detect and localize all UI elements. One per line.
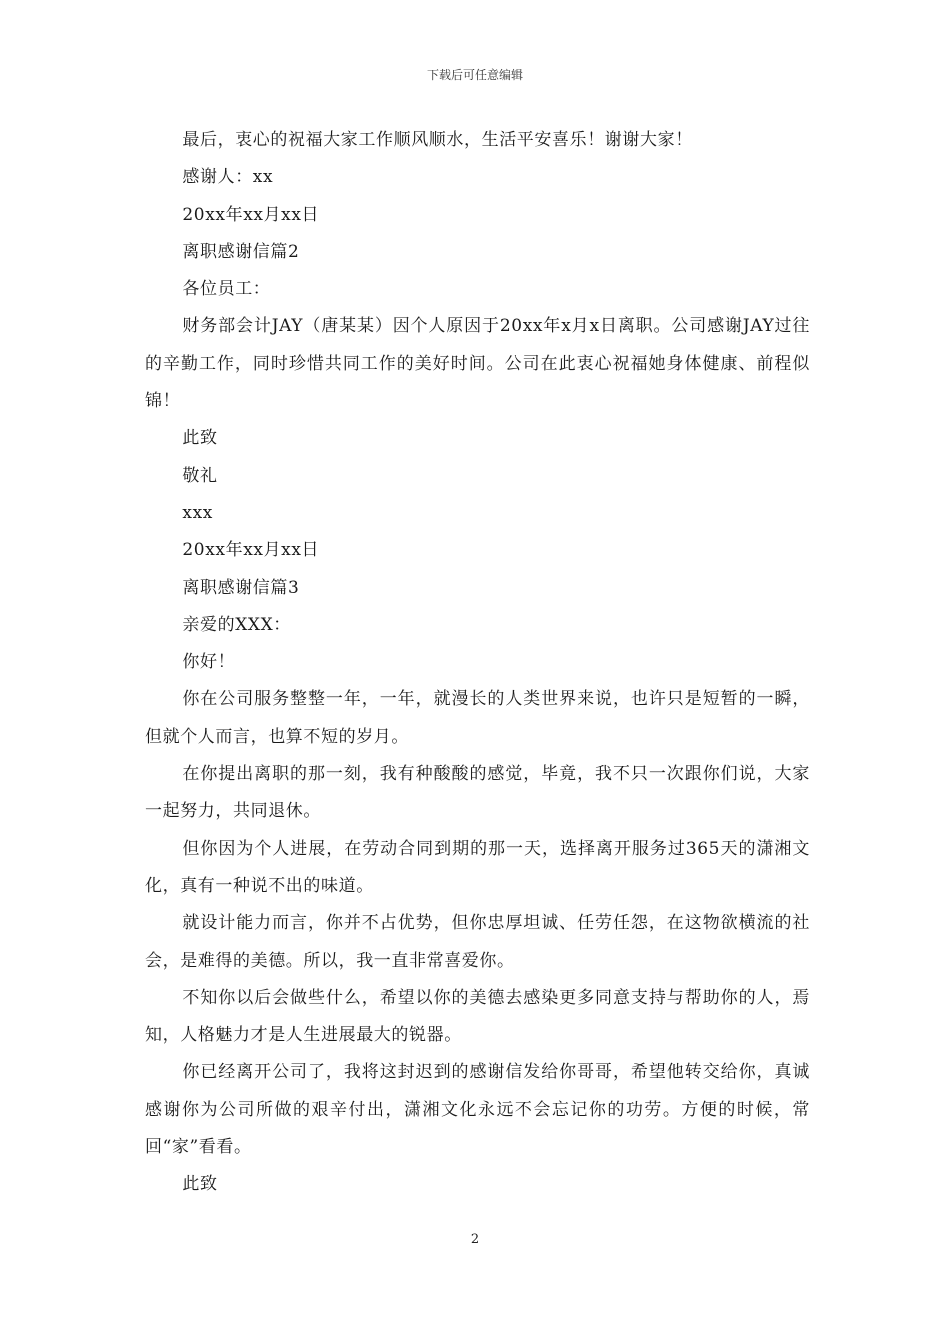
paragraph: 财务部会计JAY（唐某某）因个人原因于20xx年x月x日离职。公司感谢JAY过往的辛勤工作，同时珍惜共同工作的美好时间。公司在此衷心祝福她身体健康、前程似锦！	[145, 316, 810, 412]
paragraph: 此致	[182, 428, 218, 449]
paragraph: 最后，衷心的祝福大家工作顺风顺水，生活平安喜乐！谢谢大家！	[182, 130, 693, 150]
paragraph: 但你因为个人进展，在劳动合同到期的那一天，选择离开服务过365天的潇湘文化，真有一种说不出的味道。	[145, 838, 810, 896]
paragraph: 你在公司服务整整一年，一年，就漫长的人类世界来说，也许只是短暂的一瞬，但就个人而言，也算不短的岁月。	[145, 689, 810, 747]
paragraph: 不知你以后会做些什么，希望以你的美德去感染更多同意支持与帮助你的人，焉知，人格魅力才是人生进展最大的锐器。	[145, 987, 810, 1046]
paragraph: 感谢人：xx	[182, 167, 274, 188]
paragraph: 就设计能力而言，你并不占优势，但你忠厚坦诚、任劳任怨，在这物欲横流的社会，是难得的美德。所以，我一直非常喜爱你。	[145, 913, 810, 971]
paragraph: 敬礼	[182, 465, 218, 486]
paragraph: xxx	[182, 502, 213, 523]
paragraph: 你已经离开公司了，我将这封迟到的感谢信发给你哥哥，希望他转交给你，真诚感谢你为公司所做的艰辛付出，潇湘文化永远不会忘记你的功劳。方便的时候，常回“家”看看。	[145, 1062, 810, 1158]
paragraph: 你好！	[182, 652, 236, 673]
page-number: 2	[470, 1232, 480, 1247]
section-title: 离职感谢信篇3	[182, 577, 300, 598]
paragraph: 20xx年xx月xx日	[182, 204, 320, 225]
paragraph: 在你提出离职的那一刻，我有种酸酸的感觉，毕竟，我不只一次跟你们说，大家一起努力，共同退休。	[145, 764, 810, 822]
section-title: 离职感谢信篇2	[182, 241, 300, 262]
paragraph: 20xx年xx月xx日	[182, 540, 320, 561]
document-body	[145, 122, 810, 1204]
paragraph: 此致	[182, 1174, 218, 1195]
paragraph: 各位员工：	[182, 279, 271, 300]
page-header: 下载后可任意编辑	[426, 68, 523, 82]
paragraph: 亲爱的XXX：	[182, 614, 291, 635]
